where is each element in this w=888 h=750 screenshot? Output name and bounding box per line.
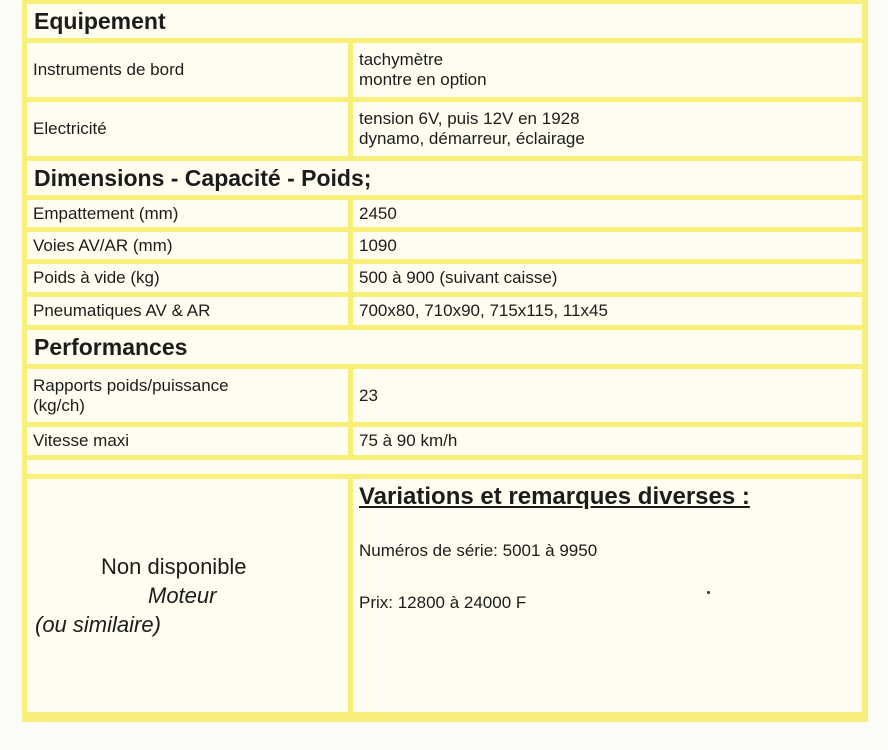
label-line: (kg/ch) bbox=[33, 395, 85, 415]
value-voies: 1090 bbox=[353, 232, 862, 259]
section-title-equipement: Equipement bbox=[27, 4, 862, 38]
section-title-performances: Performances bbox=[27, 330, 862, 364]
label-vitesse: Vitesse maxi bbox=[27, 427, 348, 455]
value-pneumatiques: 700x80, 710x90, 715x115, 11x45 bbox=[353, 297, 862, 325]
image-placeholder bbox=[27, 479, 348, 712]
spacer-row bbox=[27, 460, 862, 474]
label-poids: Poids à vide (kg) bbox=[27, 264, 348, 292]
value-line: tension 6V, puis 12V en 1928 bbox=[359, 109, 580, 128]
placeholder-text bbox=[27, 552, 348, 639]
label-empattement: Empattement (mm) bbox=[27, 200, 348, 227]
value-line: tachymètre bbox=[359, 50, 444, 69]
remarks-title: Variations et remarques diverses : bbox=[359, 483, 750, 510]
remarks-panel bbox=[353, 479, 862, 712]
placeholder-line-2: Moteur bbox=[148, 583, 217, 608]
value-line: dynamo, démarreur, éclairage bbox=[359, 129, 585, 148]
label-rapport bbox=[27, 369, 348, 422]
value-vitesse: 75 à 90 km/h bbox=[353, 427, 862, 455]
label-electricite: Electricité bbox=[27, 102, 348, 156]
remarks-serial: Numéros de série: 5001 à 9950 bbox=[359, 541, 598, 560]
label-voies: Voies AV/AR (mm) bbox=[27, 232, 348, 259]
value-rapport: 23 bbox=[353, 369, 862, 422]
label-pneumatiques: Pneumatiques AV & AR bbox=[27, 297, 348, 325]
label-line: Rapports poids/puissance bbox=[33, 375, 229, 395]
spec-sheet bbox=[22, 0, 868, 722]
label-instruments: Instruments de bord bbox=[27, 43, 348, 97]
value-electricite bbox=[353, 102, 862, 156]
value-instruments bbox=[353, 43, 862, 97]
paper-speck bbox=[707, 591, 710, 594]
value-poids: 500 à 900 (suivant caisse) bbox=[353, 264, 862, 292]
placeholder-line-1: Non disponible bbox=[101, 554, 247, 579]
remarks-price: Prix: 12800 à 24000 F bbox=[359, 593, 527, 612]
value-empattement: 2450 bbox=[353, 200, 862, 227]
section-title-dimensions: Dimensions - Capacité - Poids; bbox=[27, 161, 862, 195]
value-line: montre en option bbox=[359, 70, 487, 89]
placeholder-line-3: (ou similaire) bbox=[35, 612, 161, 637]
